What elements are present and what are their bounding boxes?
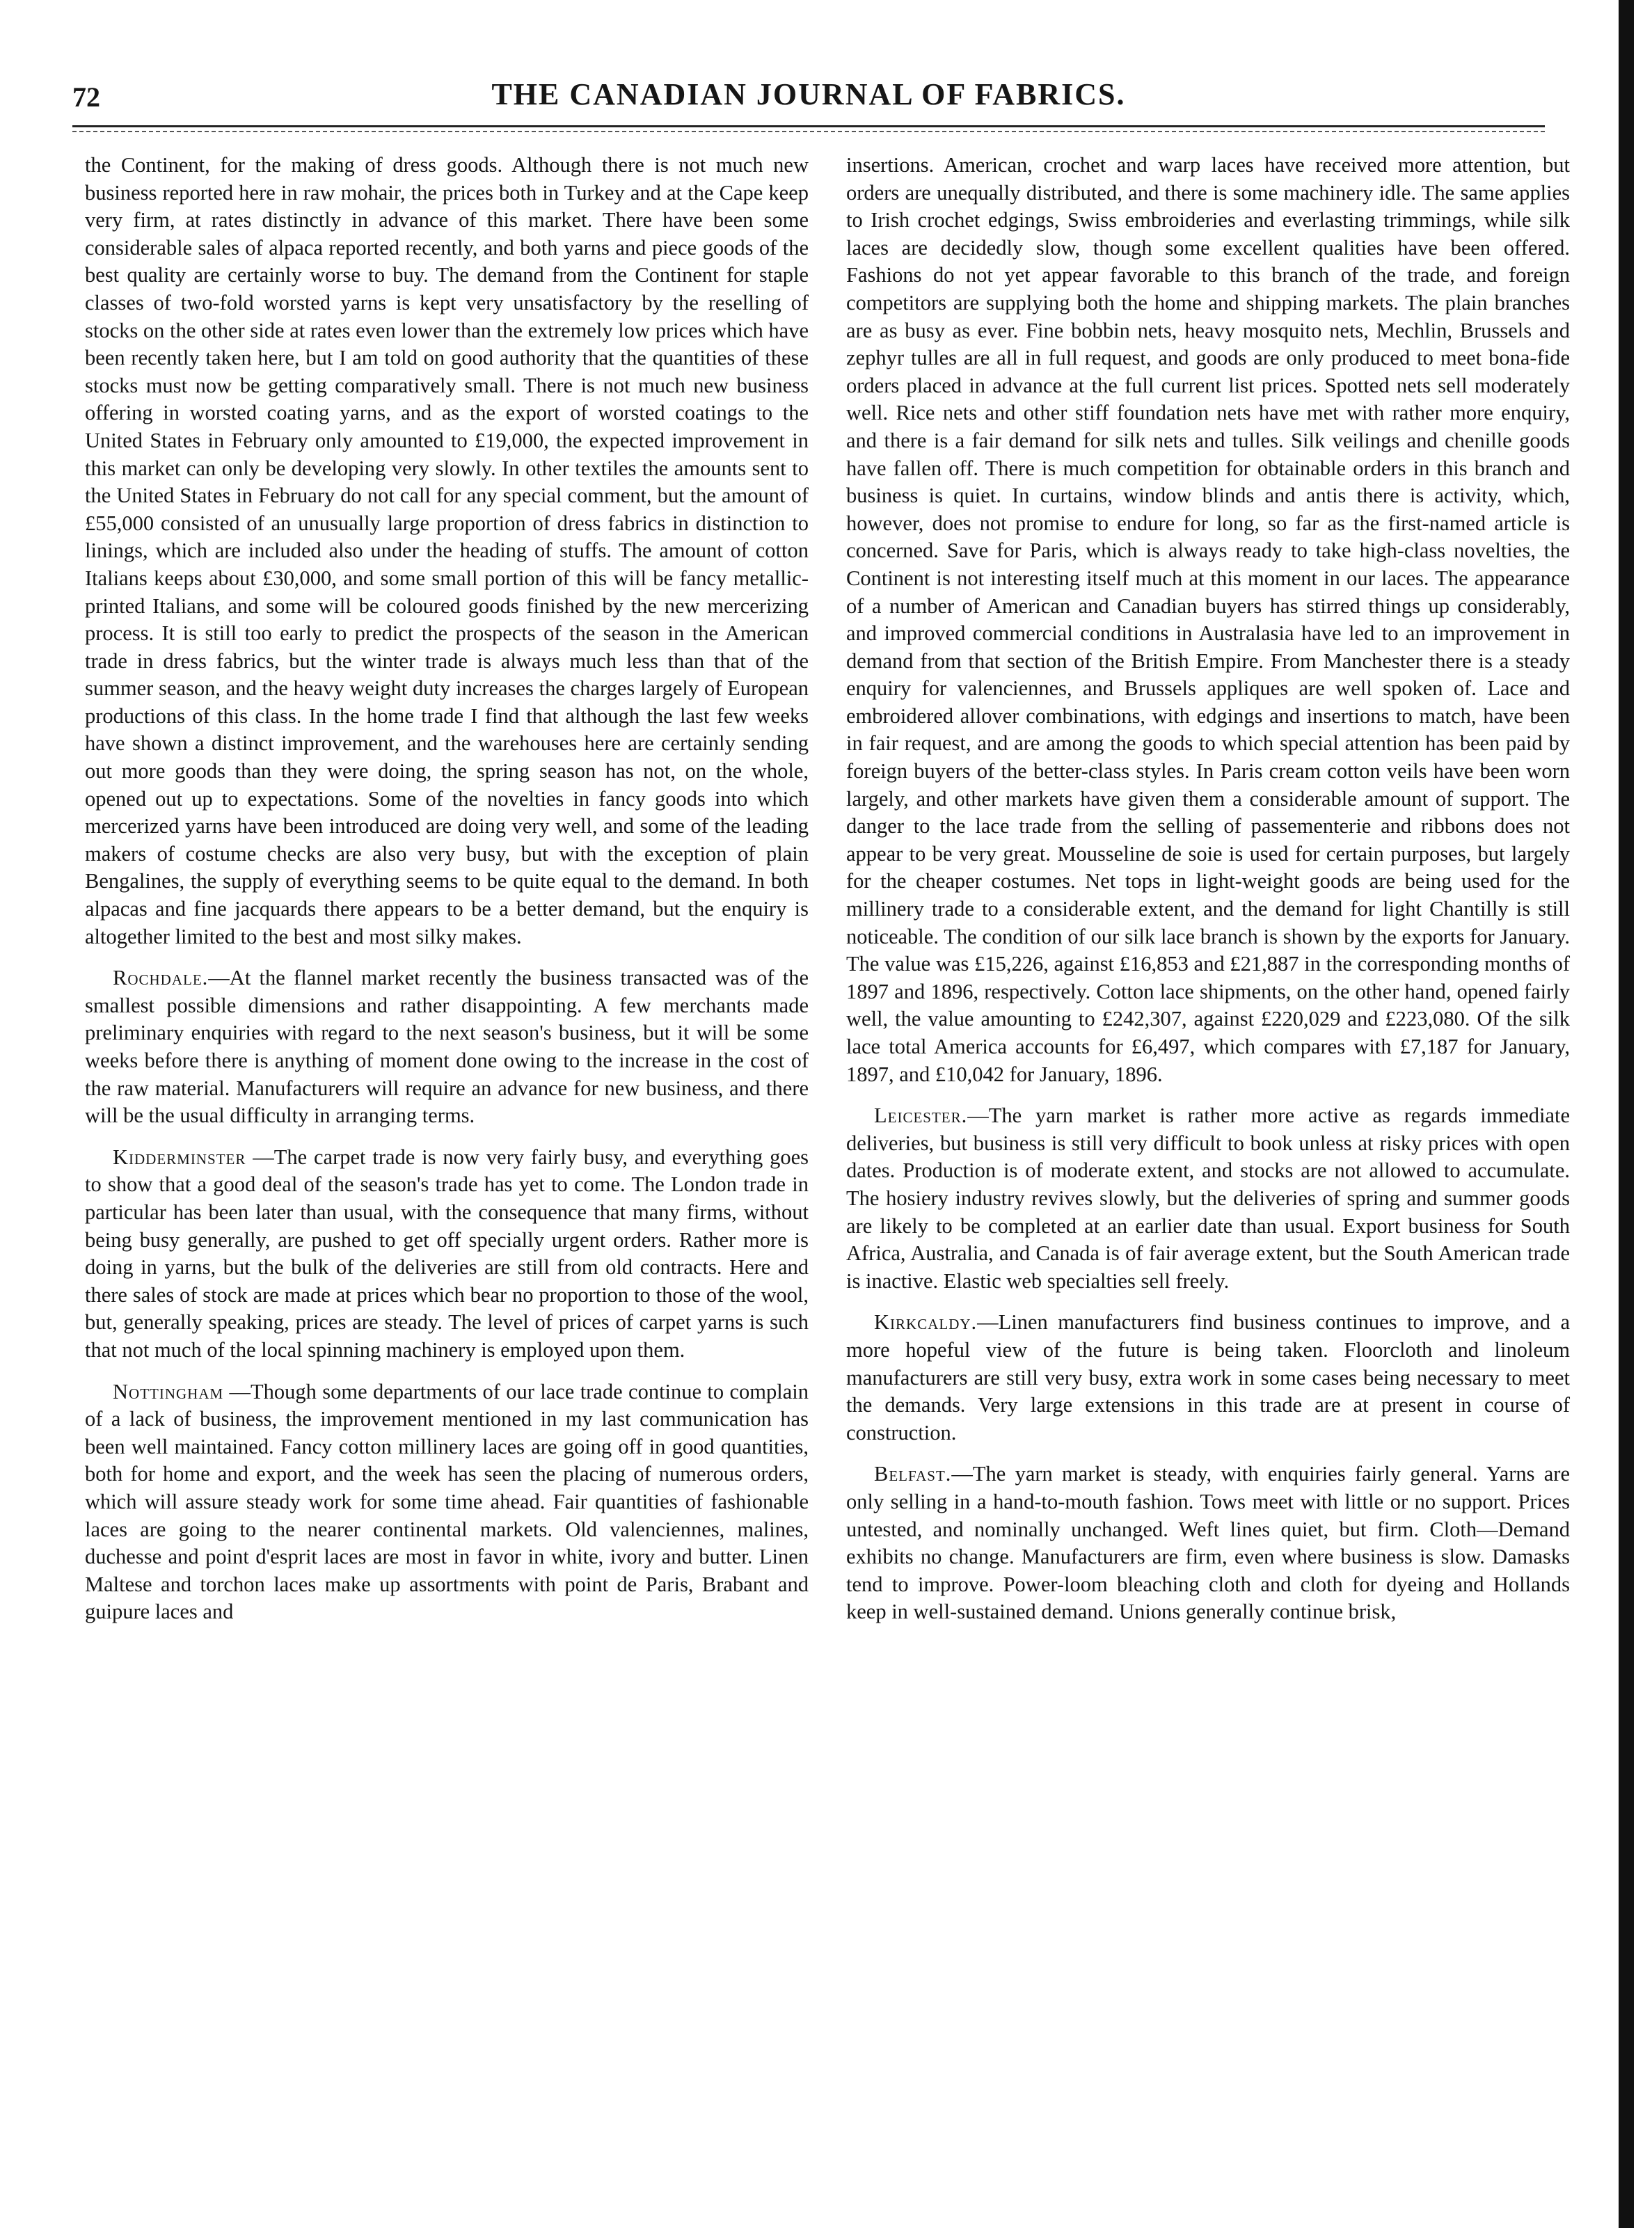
- header-rule: [72, 125, 1545, 127]
- header-rule-dashed: [72, 131, 1545, 132]
- place-heading-leicester: Leicester.: [874, 1104, 968, 1128]
- paragraph-leicester: [846, 1102, 1570, 1295]
- paragraph-nottingham-continued: insertions. American, crochet and warp laces have received more attention, but orders are unequally distributed, and there is some machinery idle. The same applies to Irish crochet edgings, Swiss embroideries and everlasting trimmings, while silk laces are decidedly slow, though some excellent qualities have been offered. Fashions do not yet appear favorable to this branch of the trade, and foreign competitors are supplying both the home and shipping markets. The plain branches are as busy as ever. Fine bobbin nets, heavy mosquito nets, Mechlin, Brussels and zephyr tulles are all in full request, and goods are only produced to meet bona-fide orders placed in advance at the full current list prices. Spotted nets sell moderately well. Rice nets and other stiff foundation nets have met with rather more enquiry, and there is a fair demand for silk nets and tulles. Silk veilings and chenille goods have fallen off. There is much competition for obtainable orders in this branch and business is quiet. In curtains, window blinds and antis there is activity, which, however, does not promise to endure for long, so far as the first-named article is concerned. Save for Paris, which is always ready to take high-class novelties, the Continent is not interesting itself much at this moment in our laces. The appearance of a number of American and Canadian buyers has stirred things up considerably, and improved commercial conditions in Australasia have led to an improvement in demand from that section of the British Empire. From Manchester there is a steady enquiry for valenciennes, and Brussels appliques are well spoken of. Lace and embroidered allover combinations, with edgings and insertions to match, have been in fair request, and are among the goods to which special attention has been paid by foreign buyers of the better-class styles. In Paris cream cotton veils have been worn largely, and other markets have given them a considerable amount of support. The danger to the lace trade from the selling of passementerie and ribbons does not appear to be very great. Mousseline de soie is used for certain purposes, but largely for the cheaper costumes. Net tops in light-weight goods are being used for the millinery trade to a considerable extent, and the demand for light Chantilly is still noticeable. The condition of our silk lace branch is shown by the exports for January. The value was £15,226, against £16,853 and £21,887 in the corresponding months of 1897 and 1896, respectively. Cotton lace shipments, on the other hand, opened fairly well, the value amounting to £242,307, against £220,029 and £223,080. Of the silk lace total America accounts for £6,497, which compares with £7,187 for January, 1897, and £10,042 for January, 1896.: [846, 153, 1570, 1086]
- place-heading-nottingham: Nottingham: [113, 1379, 224, 1403]
- place-heading-belfast: Belfast.: [874, 1462, 952, 1486]
- page-number: 72: [72, 81, 100, 113]
- paragraph-belfast: [846, 1461, 1570, 1626]
- paragraph-text: —The yarn market is steady, with enquiries fairly general. Yarns are only selling in a hand-to-mouth fashion. Tows meet with little or no support. Prices untested, and nominally unchanged. Weft lines quiet, but firm. Cloth—Demand exhibits no change. Manufacturers are firm, even where business is slow. Damasks tend to improve. Power-loom bleaching cloth and cloth for dyeing and Hollands keep in well-sustained demand. Unions generally continue brisk,: [846, 1462, 1570, 1624]
- paragraph-text: —Linen manufacturers find business continues to improve, and a more hopeful view of the future is being taken. Floorcloth and linoleum manufacturers are still very busy, extra work in some cases being necessary to meet the demands. Very large extensions in this trade are at present in course of construction.: [846, 1310, 1570, 1445]
- paragraph-text: —Though some departments of our lace trade continue to complain of a lack of business, the improvement mentioned in my last communication has been well maintained. Fancy cotton millinery laces are going off in good quantities, both for home and export, and the week has seen the placing of numerous orders, which will assure steady work for some time ahead. Fair quantities of fashionable laces are going to the nearer continental markets. Old valenciennes, malines, duchesse and point d'esprit laces are most in favor in white, ivory and butter. Linen Maltese and torchon laces make up assortments with point de Paris, Brabant and guipure laces and: [85, 1379, 809, 1624]
- paragraph-text: —The yarn market is rather more active as regards immediate deliveries, but business is still very difficult to book unless at risky prices with open dates. Production is of moderate extent, and stocks are not allowed to accumulate. The hosiery industry revives slowly, but the deliveries of spring and summer goods are likely to be completed at an earlier date than usual. Export business for South Africa, Australia, and Canada is of fair average extent, but the South American trade is inactive. Elastic web specialties sell freely.: [846, 1104, 1570, 1293]
- left-column: [85, 152, 809, 2211]
- paragraph-rochdale: [85, 964, 809, 1130]
- place-heading-rochdale: Rochdale.: [113, 966, 209, 990]
- right-column: [846, 152, 1570, 2211]
- page-header: [72, 74, 1545, 122]
- page-edge-bar: [1619, 0, 1634, 2228]
- paragraph-nottingham: [85, 1378, 809, 1626]
- paragraph-continent: the Continent, for the making of dress goods. Although there is not much new business reported here in raw mohair, the prices both in Turkey and at the Cape keep very firm, at rates distinctly in advance of this market. There have been some considerable sales of alpaca reported recently, and both yarns and piece goods of the best quality are certainly worse to buy. The demand from the Continent for staple classes of two-fold worsted yarns is kept very unsatisfactory by the reselling of stocks on the other side at rates even lower than the extremely low prices which have been recently taken here, but I am told on good authority that the quantities of these stocks must now be getting comparatively small. There is not much new business offering in worsted coating yarns, and as the export of worsted coatings to the United States in February only amounted to £19,000, the expected improvement in this market can only be developing very slowly. In other textiles the amounts sent to the United States in February do not call for any special comment, but the amount of £55,000 consisted of an unusually large proportion of dress fabrics in distinction to linings, which are included also under the heading of stuffs. The amount of cotton Italians keeps about £30,000, and some small portion of this will be fancy metallic-printed Italians, and some will be coloured goods finished by the new mercerizing process. It is still too early to predict the prospects of the season in the American trade in dress fabrics, but the winter trade is always much less than that of the summer season, and the heavy weight duty increases the charges largely of European productions of this class. In the home trade I find that although the last few weeks have shown a distinct improvement, and the warehouses here are certainly sending out more goods than they were doing, the spring season has not, on the whole, opened out up to expectations. Some of the novelties in fancy goods into which mercerized yarns have been introduced are doing very well, and some of the leading makers of costume checks are also very busy, but with the exception of plain Bengalines, the supply of everything seems to be quite equal to the demand. In both alpacas and fine jacquards there appears to be a better demand, but the enquiry is altogether limited to the best and most silky makes.: [85, 153, 809, 948]
- place-heading-kirkcaldy: Kirkcaldy.: [874, 1310, 978, 1335]
- paragraph-kirkcaldy: [846, 1309, 1570, 1447]
- paragraph-text: —At the flannel market recently the business transacted was of the smallest possible dimensions and rather disappointing. A few merchants made preliminary enquiries with regard to the next season's business, but it will be some weeks before there is anything of moment done owing to the increase in the cost of the raw material. Manufacturers will require an advance for new business, and there will be the usual difficulty in arranging terms.: [85, 966, 809, 1128]
- paragraph-text: —The carpet trade is now very fairly busy, and everything goes to show that a good deal of the season's trade has yet to come. The London trade in particular has been later than usual, with the consequence that many firms, without being busy generally, are pushed to get off specially urgent orders. Rather more is doing in yarns, but the bulk of the deliveries are still from old contracts. Here and there sales of stock are made at prices which bear no proportion to those of the wool, but, generally speaking, prices are steady. The level of prices of carpet yarns is such that not much of the local spinning machinery is employed upon them.: [85, 1145, 809, 1362]
- place-heading-kidderminster: Kidderminster: [113, 1145, 246, 1169]
- paragraph-kidderminster: [85, 1144, 809, 1364]
- running-title: THE CANADIAN JOURNAL OF FABRICS.: [491, 77, 1126, 111]
